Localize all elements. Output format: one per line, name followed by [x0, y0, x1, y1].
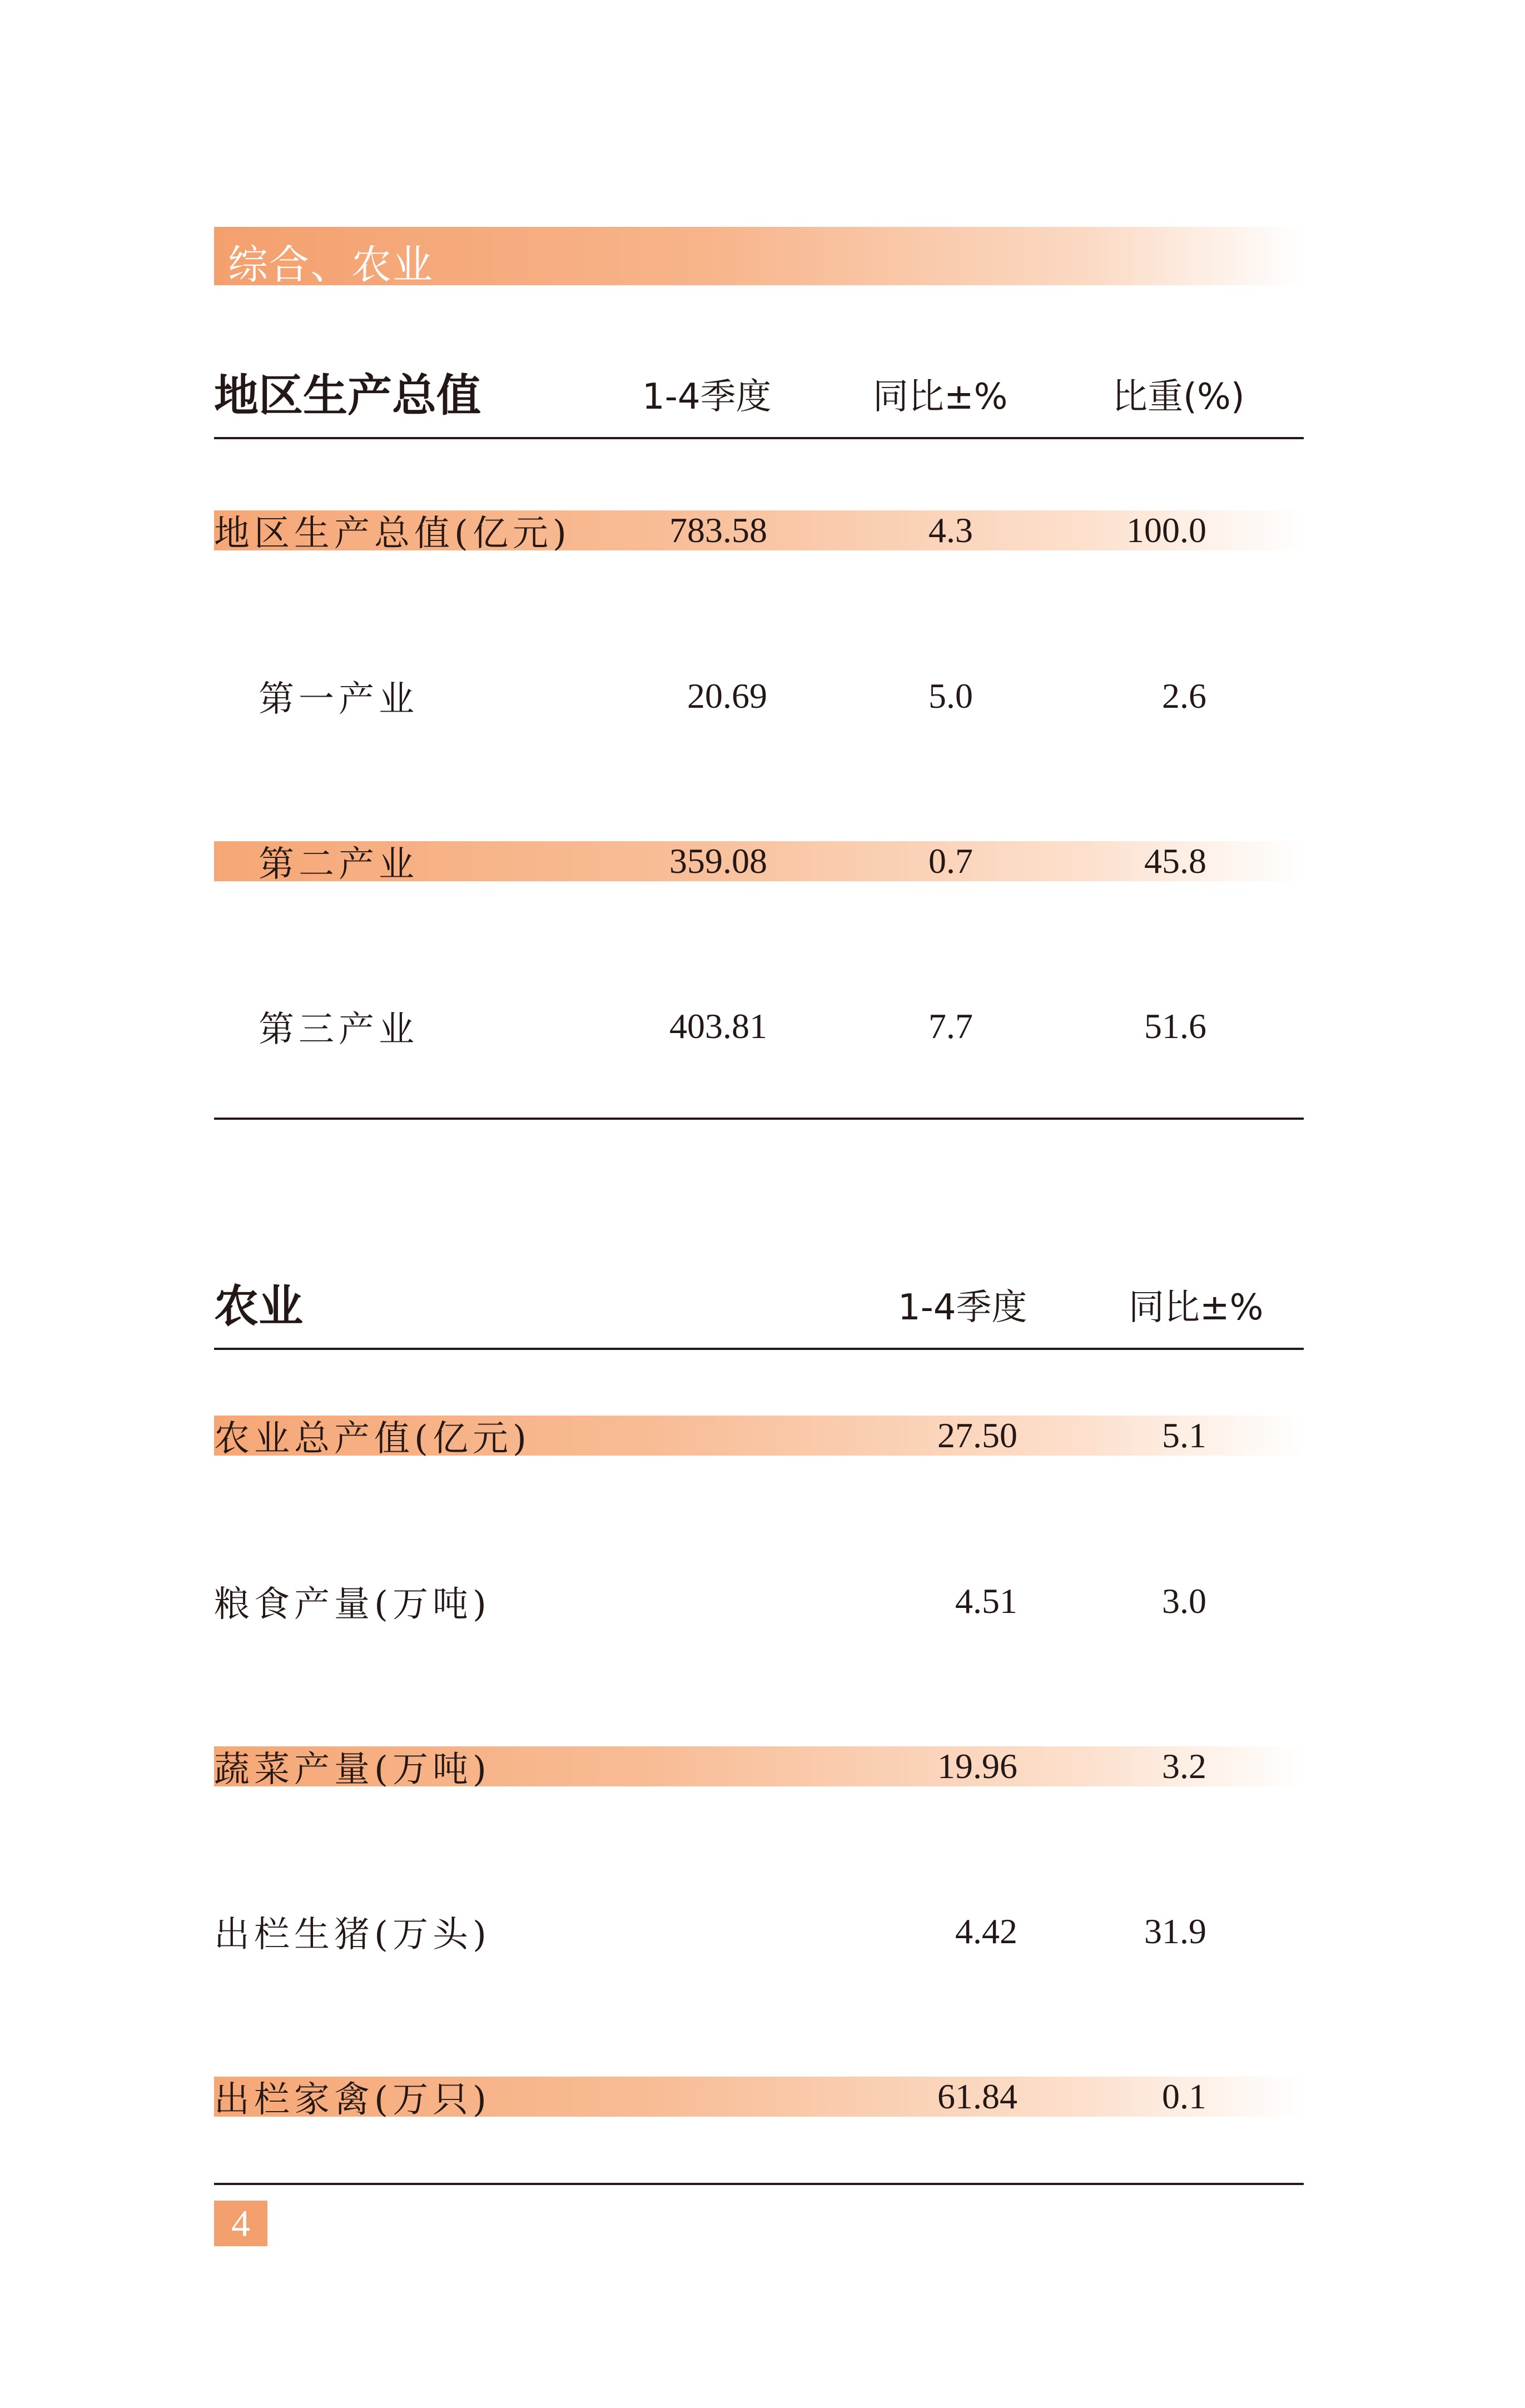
row-label: 粮食产量(万吨) [214, 1584, 491, 1625]
gdp-bottom-rule [214, 1118, 1304, 1120]
row-label: 蔬菜产量(万吨) [214, 1749, 491, 1790]
row-value: 27.50 [937, 1416, 1017, 1455]
row-value: 61.84 [937, 2077, 1017, 2116]
column-header-period: 1-4季度 [642, 376, 772, 418]
row-share: 2.6 [1162, 676, 1206, 716]
row-value: 359.08 [669, 841, 767, 881]
column-header-share: 比重(%) [1112, 376, 1245, 418]
row-label: 第一产业 [259, 679, 419, 720]
table-row [214, 841, 1304, 885]
column-header-period: 1-4季度 [898, 1287, 1027, 1328]
row-label: 第二产业 [259, 844, 419, 885]
section-title: 综合、农业 [228, 241, 434, 288]
row-share: 100.0 [1126, 510, 1206, 550]
row-yoy: 31.9 [1144, 1911, 1206, 1951]
agri-table-title: 农业 [214, 1280, 303, 1332]
agri-bottom-rule [214, 2183, 1304, 2185]
row-value: 19.96 [937, 1746, 1017, 1786]
table-row [214, 1416, 1304, 1459]
page-number: 4 [214, 2201, 267, 2246]
row-value: 4.42 [955, 1911, 1017, 1951]
gdp-table-title: 地区生产总值 [214, 370, 481, 421]
column-header-yoy: 同比±% [873, 376, 1008, 418]
row-value: 783.58 [669, 510, 767, 550]
row-share: 45.8 [1144, 841, 1206, 881]
row-label: 第三产业 [259, 1009, 419, 1050]
table-row [214, 676, 1304, 720]
table-row [214, 2077, 1304, 2121]
row-value: 4.51 [955, 1581, 1017, 1621]
column-header-yoy: 同比±% [1129, 1287, 1264, 1328]
row-yoy: 7.7 [928, 1006, 973, 1046]
gdp-header-rule [214, 437, 1304, 439]
row-yoy: 4.3 [928, 510, 973, 550]
table-row [214, 1911, 1304, 1955]
row-label: 出栏生猪(万头) [214, 1914, 491, 1955]
table-row [214, 1581, 1304, 1625]
row-value: 20.69 [687, 676, 767, 716]
row-label: 地区生产总值(亿元) [214, 513, 571, 554]
row-share: 51.6 [1144, 1006, 1206, 1046]
row-yoy: 5.1 [1162, 1416, 1206, 1455]
table-row [214, 510, 1304, 554]
row-yoy: 0.7 [928, 841, 973, 881]
agri-header-rule [214, 1348, 1304, 1350]
agri-table-header [214, 1278, 1304, 1350]
row-label: 出栏家禽(万只) [214, 2079, 491, 2121]
row-yoy: 3.0 [1162, 1581, 1206, 1621]
table-row [214, 1746, 1304, 1790]
row-yoy: 3.2 [1162, 1746, 1206, 1786]
row-yoy: 0.1 [1162, 2077, 1206, 2116]
table-row [214, 1006, 1304, 1050]
row-value: 403.81 [669, 1006, 767, 1046]
gdp-table-header [214, 367, 1304, 439]
row-label: 农业总产值(亿元) [214, 1418, 531, 1459]
section-banner [214, 227, 1304, 288]
row-yoy: 5.0 [928, 676, 973, 716]
